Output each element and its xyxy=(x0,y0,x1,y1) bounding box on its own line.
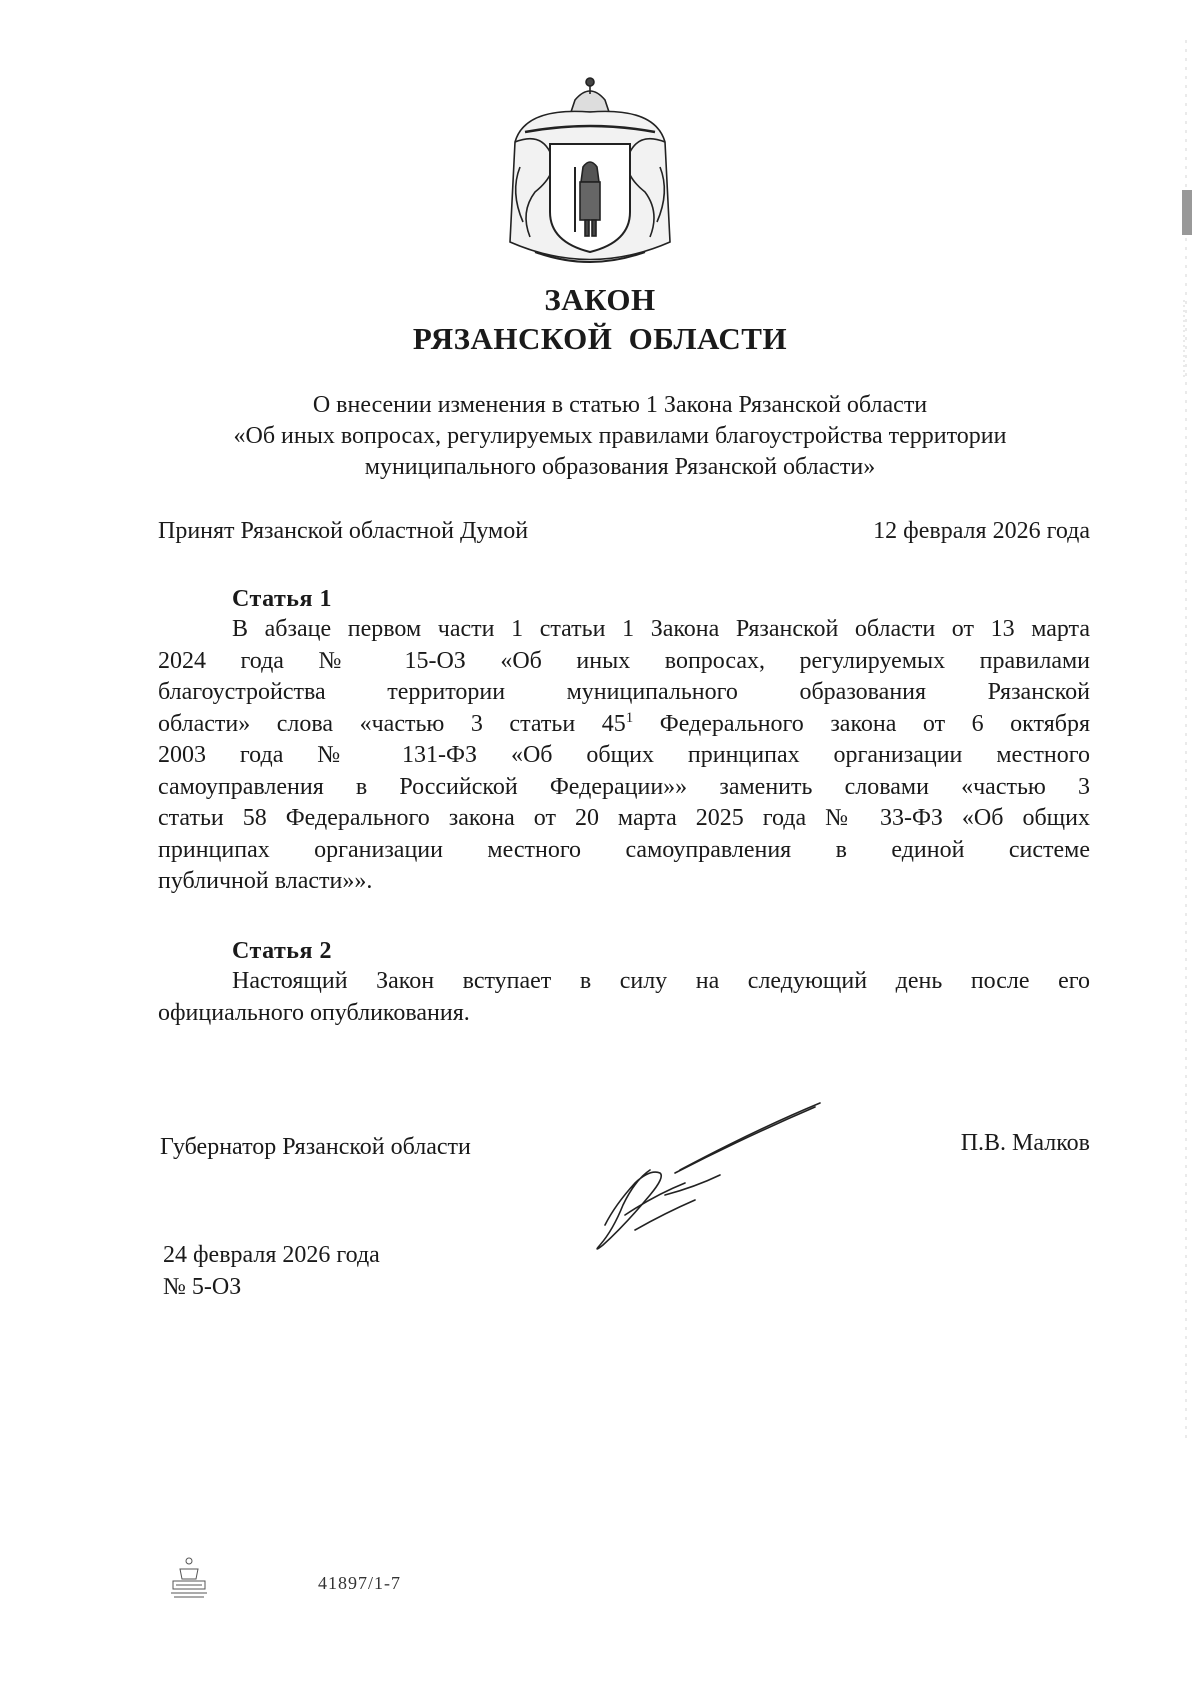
text-line: благоустройства территории муниципального образования Рязанской xyxy=(158,679,1090,705)
text-line: принципах организации местного самоуправления в единой системе xyxy=(158,836,1090,863)
signature-icon xyxy=(595,1095,895,1285)
scan-edge-marks xyxy=(1180,40,1194,1440)
signing-date: 24 февраля 2026 года xyxy=(163,1242,380,1268)
article-1-text xyxy=(158,614,1090,898)
printing-mark-icon xyxy=(168,1555,210,1599)
text-line: статьи 58 Федерального закона от 20 марта 2025 года № 33-ФЗ «Об общих xyxy=(158,805,1090,831)
coat-of-arms-icon xyxy=(495,72,685,272)
text-line: публичной власти»». xyxy=(158,868,373,894)
governor-name: П.В. Малков xyxy=(960,1130,1090,1156)
article-1-heading: Статья 1 xyxy=(232,586,332,612)
adopted-by: Принят Рязанской областной Думой xyxy=(158,518,529,544)
text-line xyxy=(158,709,1090,741)
subject-line: О внесении изменения в статью 1 Закона Рязанской области xyxy=(312,392,928,418)
document-title-line1: ЗАКОН xyxy=(544,282,656,317)
text-line: официального опубликования. xyxy=(158,999,470,1026)
adopted-date: 12 февраля 2026 года xyxy=(873,518,1090,544)
governor-title: Губернатор Рязанской области xyxy=(160,1134,471,1160)
text-line: Настоящий Закон вступает в силу на следующий день после его xyxy=(232,968,1090,994)
article-2-heading: Статья 2 xyxy=(232,938,332,964)
law-number: № 5-ОЗ xyxy=(163,1274,242,1300)
text-line: 2024 года № 15-ОЗ «Об иных вопросах, регулируемых правилами xyxy=(158,647,1090,674)
document-title-line2: РЯЗАНСКОЙ ОБЛАСТИ xyxy=(412,321,788,356)
subject-line: муниципального образования Рязанской области» xyxy=(364,454,876,480)
text-line: самоуправления в Российской Федерации»» заменить словами «частью 3 xyxy=(158,773,1090,800)
law-subject xyxy=(150,390,1090,483)
article-2-text xyxy=(158,966,1090,1029)
text-fragment: области» слова «частью 3 статьи 45 xyxy=(158,710,626,737)
subject-line: «Об иных вопросах, регулируемых правилами благоустройства территории xyxy=(233,423,1007,449)
text-line: В абзаце первом части 1 статьи 1 Закона Рязанской области от 13 марта xyxy=(232,616,1090,642)
text-line: 2003 года № 131-ФЗ «Об общих принципах организации местного xyxy=(158,742,1090,768)
text-fragment: Федерального закона от 6 октября xyxy=(659,710,1090,737)
superscript: 1 xyxy=(625,709,634,726)
footer-code: 41897/1-7 xyxy=(318,1573,401,1593)
